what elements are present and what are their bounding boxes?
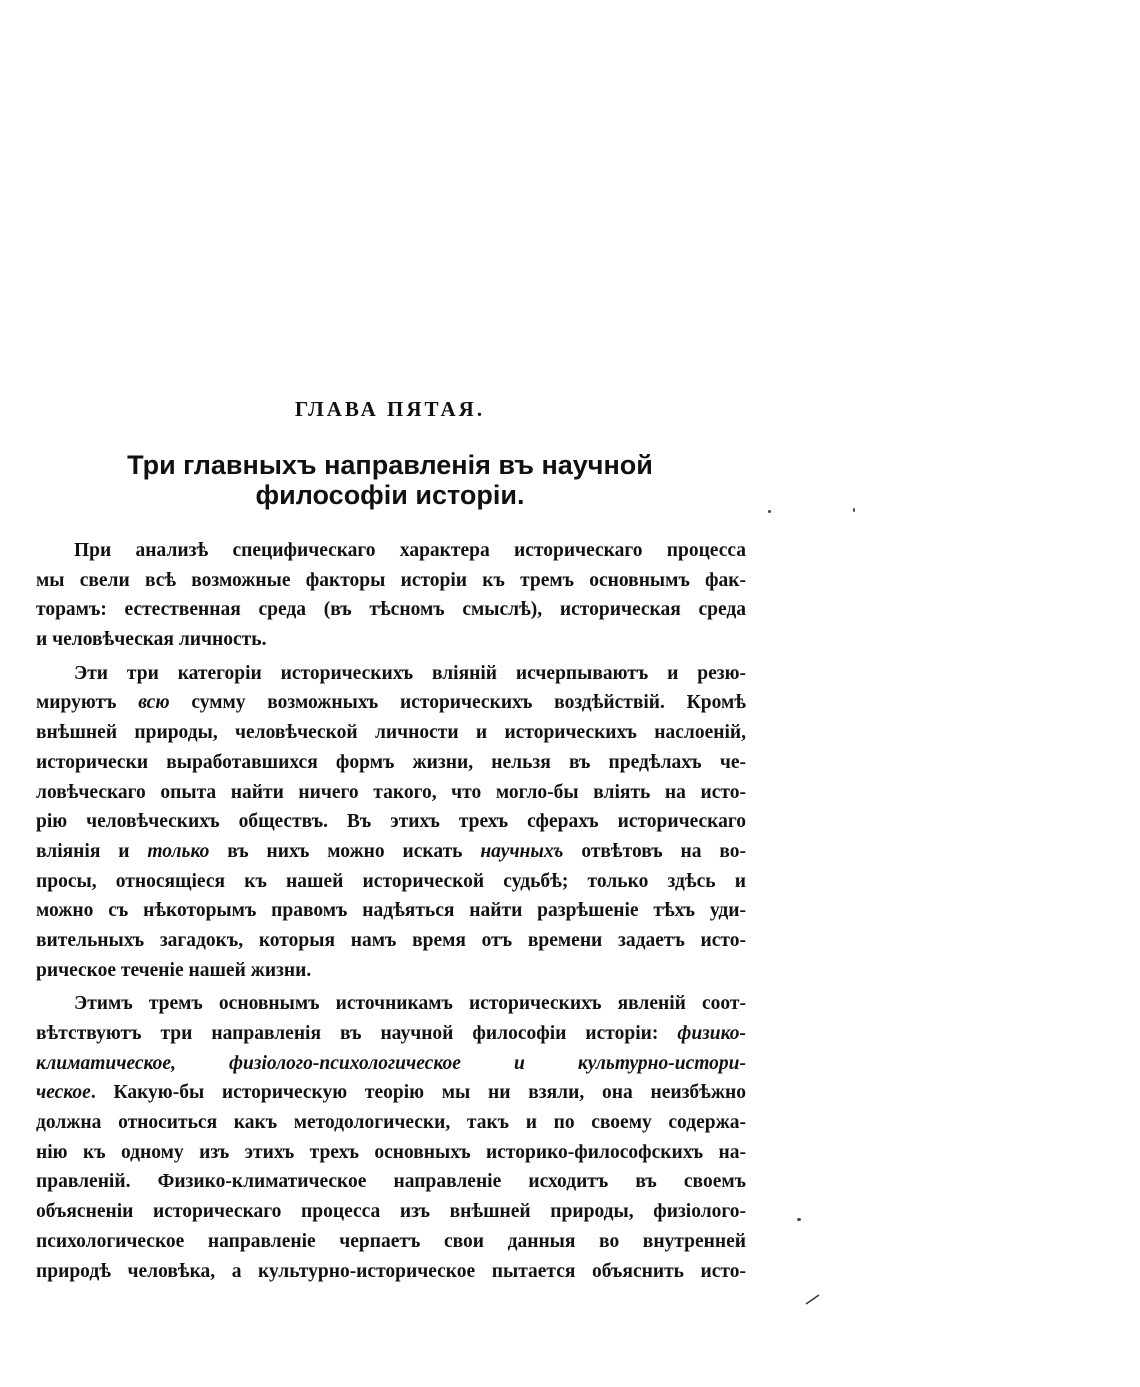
text-line: просы, относящіеся къ нашей исторической судьбѣ; только здѣсь и (36, 870, 746, 892)
text-line: При анализѣ специфическаго характера историческаго процесса (74, 540, 746, 561)
text-line: рію человѣческихъ обществъ. Въ этихъ трехъ сферахъ историческаго (36, 811, 746, 833)
text-line: правленій. Физико-климатическое направленіе исходитъ въ своемъ (36, 1171, 746, 1193)
text-line: можно съ нѣкоторымъ правомъ надѣяться найти разрѣшеніе тѣхъ уди- (36, 900, 746, 922)
chapter-title-line: Три главныхъ направленія въ научной (127, 450, 653, 480)
text-line: вліянія и только въ нихъ можно искать научныхъ отвѣтовъ на во- (36, 840, 746, 862)
scan-speck (853, 508, 855, 512)
text-line: мируютъ всю сумму возможныхъ историческихъ воздѣйствій. Кромѣ (36, 692, 746, 714)
body-text (36, 536, 746, 1290)
text-line: торамъ: естественная среда (въ тѣсномъ смыслѣ), историческая среда (36, 599, 746, 621)
text-line: психологическое направленіе черпаетъ свои данныя во внутренней (36, 1230, 746, 1252)
paragraph-2 (36, 659, 746, 986)
text-line: нію къ одному изъ этихъ трехъ основныхъ историко-философскихъ на- (36, 1141, 746, 1163)
paragraph-1 (36, 536, 746, 655)
text-line: мы свели всѣ возможные факторы исторіи къ тремъ основнымъ фак- (36, 569, 746, 591)
text-line: Эти три категоріи историческихъ вліяній исчерпываютъ и резю- (74, 662, 746, 684)
text-line: объясненіи историческаго процесса изъ внѣшней природы, физіолого- (36, 1201, 746, 1223)
chapter-title (40, 450, 740, 510)
text-line: и человѣческая личность. (36, 629, 267, 651)
text-line: природѣ человѣка, а культурно-историческое пытается объяснить исто- (36, 1260, 746, 1282)
text-line: ческое. Какую-бы историческую теорію мы ни взяли, она неизбѣжно (36, 1082, 746, 1104)
chapter-title-line: философіи исторіи. (255, 480, 525, 510)
text-line: вѣтствуютъ три направленія въ научной философіи исторіи: физико- (36, 1023, 746, 1044)
text-line: вительныхъ загадокъ, которыя намъ время отъ времени задаетъ исто- (36, 929, 746, 951)
text-line: должна относиться какъ методологически, такъ и по своему содержа- (36, 1112, 746, 1134)
text-line: Этимъ тремъ основнымъ источникамъ историческихъ явленій соот- (74, 993, 746, 1015)
scan-mark (805, 1293, 821, 1305)
chapter-label: ГЛАВА ПЯТАЯ. (294, 397, 486, 421)
paragraph-3 (36, 989, 746, 1286)
scan-speck (797, 1218, 801, 1221)
text-line: исторически выработавшихся формъ жизни, нельзя въ предѣлахъ че- (36, 751, 746, 773)
text-line: климатическое, физіолого-психологическое и культурно-истори- (36, 1052, 746, 1074)
text-line: рическое теченіе нашей жизни. (36, 959, 312, 981)
text-line: ловѣческаго опыта найти ничего такого, что могло-бы вліять на исто- (36, 781, 746, 803)
text-line: внѣшней природы, человѣческой личности и историческихъ наслоеній, (36, 722, 746, 744)
scan-speck (768, 510, 771, 513)
